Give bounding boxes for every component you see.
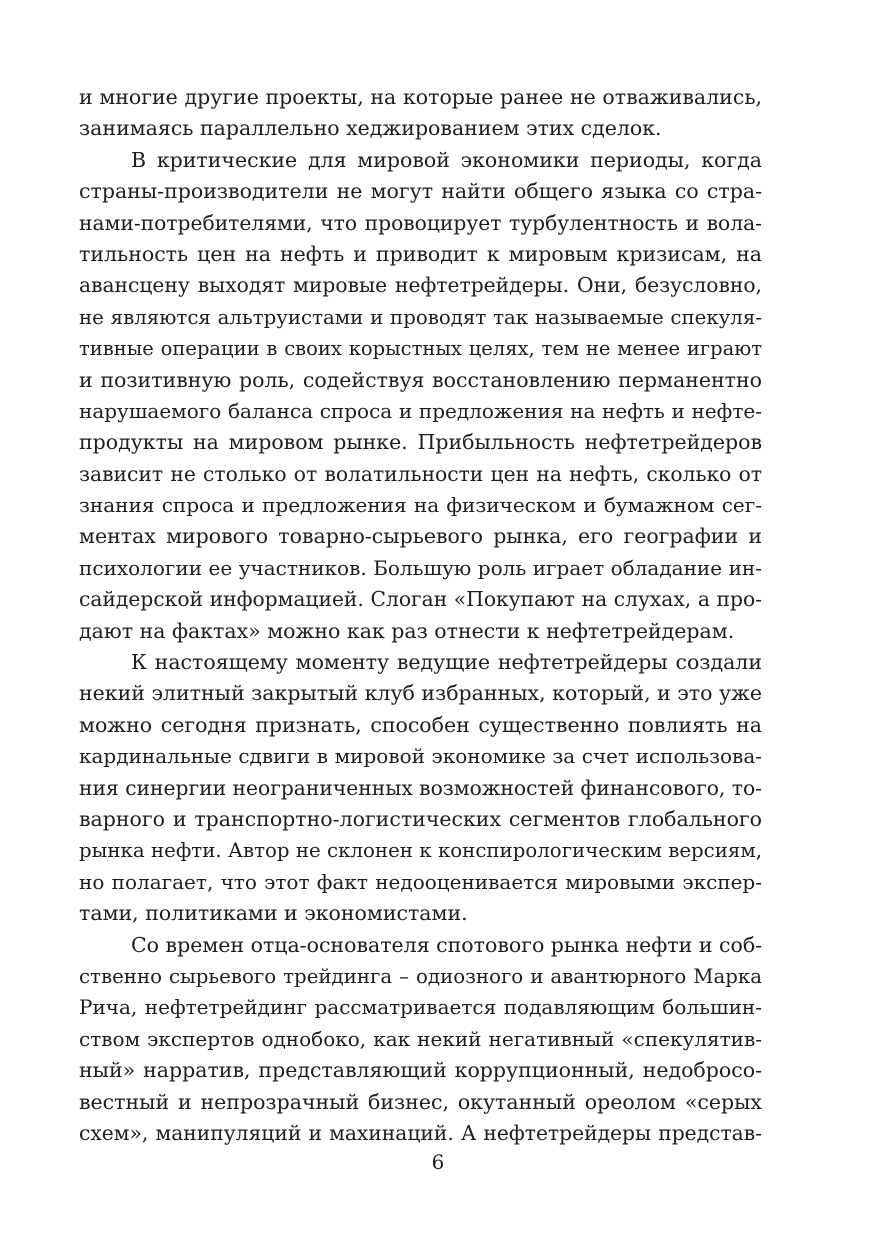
- text-line: ством экспертов однобоко, как некий негативный «спекулятив-: [79, 1026, 762, 1051]
- page-number: 6: [431, 1150, 445, 1174]
- paragraph-3: [79, 647, 762, 930]
- text-line: нарушаемого баланса спроса и предложения на нефть и нефте-: [79, 398, 762, 423]
- text-line: тильность цен на нефть и приводит к мировым кризисам, на: [79, 241, 762, 266]
- text-line: знания спроса и предложения на физическом и бумажном сег-: [79, 493, 762, 518]
- text-line: вестный и непрозрачный бизнес, окутанный ореолом «серых: [79, 1089, 762, 1114]
- text-line: К настоящему моменту ведущие нефтетрейдеры создали: [131, 650, 762, 675]
- text-line: Со времен отца-основателя спотового рынка нефти и соб-: [131, 932, 763, 957]
- text-line: можно сегодня признать, способен существенно повлиять на: [79, 712, 762, 737]
- text-line: и позитивную роль, содействуя восстановлению перманентно: [79, 367, 762, 392]
- text-line: тами, политиками и экономистами.: [79, 901, 468, 926]
- text-line: психологии ее участников. Большую роль играет обладание ин-: [79, 555, 762, 580]
- text-line: Рича, нефтетрейдинг рассматривается подавляющим большин-: [79, 995, 762, 1020]
- text-line: варного и транспортно-логистических сегментов глобального: [79, 806, 762, 831]
- paragraph-2: [79, 145, 762, 647]
- text-line: не являются альтруистами и проводят так называемые спекуля-: [79, 305, 762, 329]
- text-line: рынка нефти. Автор не склонен к конспирологическим версиям,: [79, 839, 762, 863]
- text-line: нами-потребителями, что провоцирует турбулентность и вола-: [79, 210, 762, 235]
- text-line: занимаясь параллельно хеджированием этих сделок.: [79, 116, 662, 141]
- paragraph-1: [79, 82, 762, 145]
- text-line: и многие другие проекты, на которые ранее не отваживались,: [79, 85, 762, 109]
- text-line: зависит не столько от волатильности цен на нефть, сколько от: [79, 461, 762, 486]
- text-line: ственно сырьевого трейдинга – одиозного и авантюрного Марка: [79, 964, 762, 988]
- text-line: В критические для мировой экономики периоды, когда: [131, 147, 762, 172]
- text-line: ный» нарратив, представляющий коррупционный, недобросо-: [79, 1058, 762, 1083]
- text-line: тивные операции в своих корыстных целях, тем не менее играют: [79, 337, 762, 361]
- text-line: кардинальные сдвиги в мировой экономике за счет использова-: [79, 744, 762, 769]
- text-line: дают на фактах» можно как раз отнести к нефтетрейдерам.: [79, 618, 735, 643]
- text-line: сайдерской информацией. Слоган «Покупают на слухах, а про-: [79, 587, 762, 612]
- body-text: [79, 82, 762, 1149]
- paragraph-4: [79, 930, 762, 1150]
- text-line: продукты на мировом рынке. Прибыльность нефтетрейдеров: [79, 430, 762, 455]
- text-line: некий элитный закрытый клуб избранных, который, и это уже: [79, 681, 763, 706]
- text-line: авансцену выходят мировые нефтетрейдеры. Они, безусловно,: [79, 273, 762, 298]
- text-line: схем», манипуляций и махинаций. А нефтетрейдеры представ-: [79, 1120, 762, 1145]
- text-line: ментах мирового товарно-сырьевого рынка, его географии и: [79, 524, 762, 549]
- text-line: ния синергии неограниченных возможностей финансового, то-: [79, 775, 762, 800]
- text-line: но полагает, что этот факт недооценивается мировыми экспер-: [79, 869, 762, 894]
- text-line: страны-производители не могут найти общего языка со стра-: [79, 179, 762, 204]
